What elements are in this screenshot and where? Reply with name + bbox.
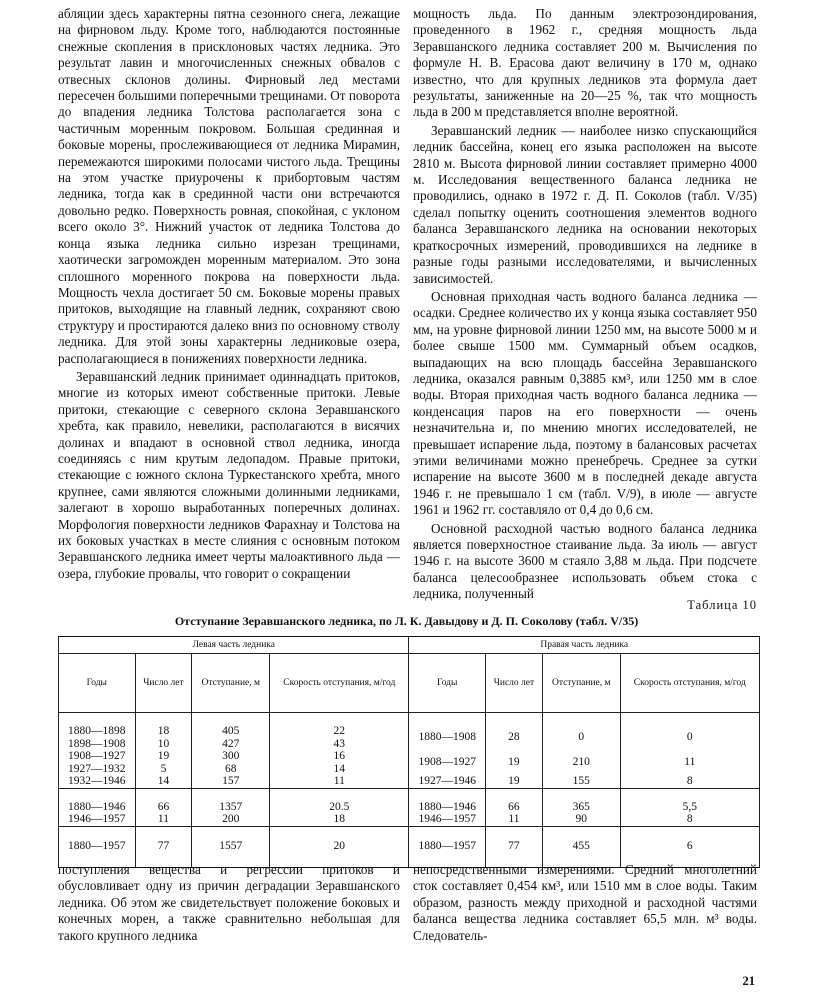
table-row: 1946—1957 11 200 18 1946—1957 11 90 8 bbox=[59, 813, 760, 826]
table-row: 1898—1908 10 427 43 bbox=[59, 738, 760, 751]
col-years: Годы bbox=[59, 654, 136, 713]
paragraph: абляции здесь характерны пятна сезонного снега, лежащие на фирновом льду. Кроме того, наблюдаются постоянные снежные скопления в присклоновых частях ледника. Это результат лавин и многочисленных снежных обвалов с отвесных склонов долины. Фирновый лед местами пересечен большими поперечными трещинами. От поворота до впадения ледника Толстова располагается зона с частичным моренным покровом. Большая срединная и боковые морены, прослеживающиеся от ледника Мирамин, перемежаются широкими полосами чистого льда. Трещины на этом участке приурочены к прибортовым частям ледника, тогда как в срединной части они встречаются довольно редко. Поверхность ровная, спокойная, с уклоном всего около 3°. Нижний участок от ледника Толстова до конца языка ледника сильно изрезан трещинами, хаотически загроможден моренным материалом. Это зона сплошного моренного покрова на поверхности льда. Мощность чехла достигает 50 см. Боковые морены правых притоков, выходящие на главный ледник, сохраняют свою структуру и простираются далеко вниз по основному стволу ледника. Для этой зоны характерны ледниковые озера, располагающиеся в понижениях поверхности ледника. bbox=[58, 6, 400, 366]
col-retreat: Отступание, м bbox=[542, 654, 620, 713]
table-row: 1908—1927 19 300 16 1908—1927 19 210 11 bbox=[59, 750, 760, 763]
paragraph: Зеравшанский ледник принимает одиннадцать притоков, многие из которых имеют собственные притоки. Левые притоки, стекающие с северного склона Зеравшанского хребта, как правило, невелики, располагаются в висячих долинах и впадают в основной ствол ледника, иногда соединяясь с ним крутым ледопадом. Правые притоки, стекающие с южного склона Туркестанского хребта, много крупнее, сами являются сложными долинными ледниками, залегают в хорошо выработанных поперечных долинах. Морфология поверхности ледников Фарахнау и Толстова на их боковых участках в месте слияния с основным потоком Зеравшанского ледника имеет черты малоактивного льда — озера, глубокие провалы, что говорит о сокращении bbox=[58, 368, 400, 581]
table-number: Таблица 10 bbox=[687, 598, 757, 612]
table-row: 1880—1946 66 1357 20.5 1880—1946 66 365 5,5 bbox=[59, 801, 760, 814]
col-years: Годы bbox=[409, 654, 486, 713]
table-row: 1880—1898 18 405 22 1880—1908 28 0 0 bbox=[59, 725, 760, 738]
col-speed: Скорость отступания, м/год bbox=[270, 654, 409, 713]
table-title: Отступание Зеравшанского ледника, по Л. К. Давыдову и Д. П. Соколову (табл. V/35) bbox=[174, 614, 639, 628]
retreat-table bbox=[58, 636, 760, 868]
paragraph: Основной расходной частью водного баланса ледника является поверхностное стаивание льда. За июль — август 1946 г. на высоте 3600 м стаяло 3,88 м льда. При подсчете баланса целесообразнее использовать объем стока с ледника, полученный bbox=[413, 520, 757, 602]
col-count: Число лет bbox=[485, 654, 542, 713]
left-text-column bbox=[58, 6, 400, 584]
left-group-header: Левая часть ледника bbox=[59, 637, 409, 654]
table-row: 1927—1932 5 68 14 bbox=[59, 763, 760, 776]
table-row: 1932—1946 14 157 11 1927—1946 19 155 8 bbox=[59, 775, 760, 788]
page-number: 21 bbox=[742, 974, 755, 988]
col-count: Число лет bbox=[135, 654, 192, 713]
col-speed: Скорость отступания, м/год bbox=[620, 654, 759, 713]
paragraph: Основная приходная часть водного баланса ледника — осадки. Среднее количество их у конца языка составляет 950 мм, на уровне фирновой линии 1250 мм, на высоте 5000 м и более свыше 1500 мм. Суммарный объем осадков, выпадающих на всю площадь бассейна Зеравшанского ледника, оказался равным 0,3885 км³, или 1250 мм в слое воды. Вторая приходная часть водного баланса ледника — конденсация паров на его поверхности — очень незначительна и, по мнению многих исследователей, не превышает испарение льда, поэтому в балансовых расчетах этими величинами можно пренебречь. Среднее за сутки испарение на высоте 3600 м в последней декаде августа 1946 г. не превышало 1 см (табл. V/9), в июле — августе 1961 и 1962 гг. составляло от 0,4 до 0,6 см. bbox=[413, 288, 757, 518]
right-group-header: Правая часть ледника bbox=[409, 637, 760, 654]
table-row: 1880—1957 77 1557 20 1880—1957 77 455 6 bbox=[59, 826, 760, 867]
bottom-right-paragraph: непосредственными измерениями. Средний многолетний сток составляет 0,454 км³, или 1510 мм в слое воды. Таким образом, разность между приходной и расходной частями баланса вещества ледника составляет 65,5 млн. м³ воды. Следователь- bbox=[413, 862, 757, 943]
right-text-column bbox=[413, 6, 757, 605]
paragraph: Зеравшанский ледник — наиболее низко спускающийся ледник бассейна, конец его языка расположен на высоте 2810 м. Высота фирновой линии составляет примерно 4000 м. Исследования вещественного баланса ледника не проводились, однако в 1972 г. Д. П. Соколов (табл. V/35) сделал попытку оценить соотношения элементов водного баланса Зеравшанского ледника на основании некоторых краткосрочных измерений, проводившихся на леднике в разные годы разными исследователями, и вычисленных зависимостей. bbox=[413, 122, 757, 286]
paragraph: мощность льда. По данным электрозондирования, проведенного в 1962 г., средняя мощность льда Зеравшанского ледника составляет 200 м. Вычисления по формуле Н. В. Ерасова дают величину в 170 м, однако известно, что для крупных ледников эта формула дает результаты, заниженные на 20—25 %, так что мощность льда в 200 м представляется вполне вероятной. bbox=[413, 6, 757, 120]
bottom-left-paragraph: поступления вещества и регрессии притоков и обусловливает одну из причин деградации Зеравшанского ледника. Об этом же свидетельствует положение боковых и конечных морен, а также сравнительно небольшая для такого крупного ледника bbox=[58, 862, 400, 943]
col-retreat: Отступание, м bbox=[192, 654, 270, 713]
